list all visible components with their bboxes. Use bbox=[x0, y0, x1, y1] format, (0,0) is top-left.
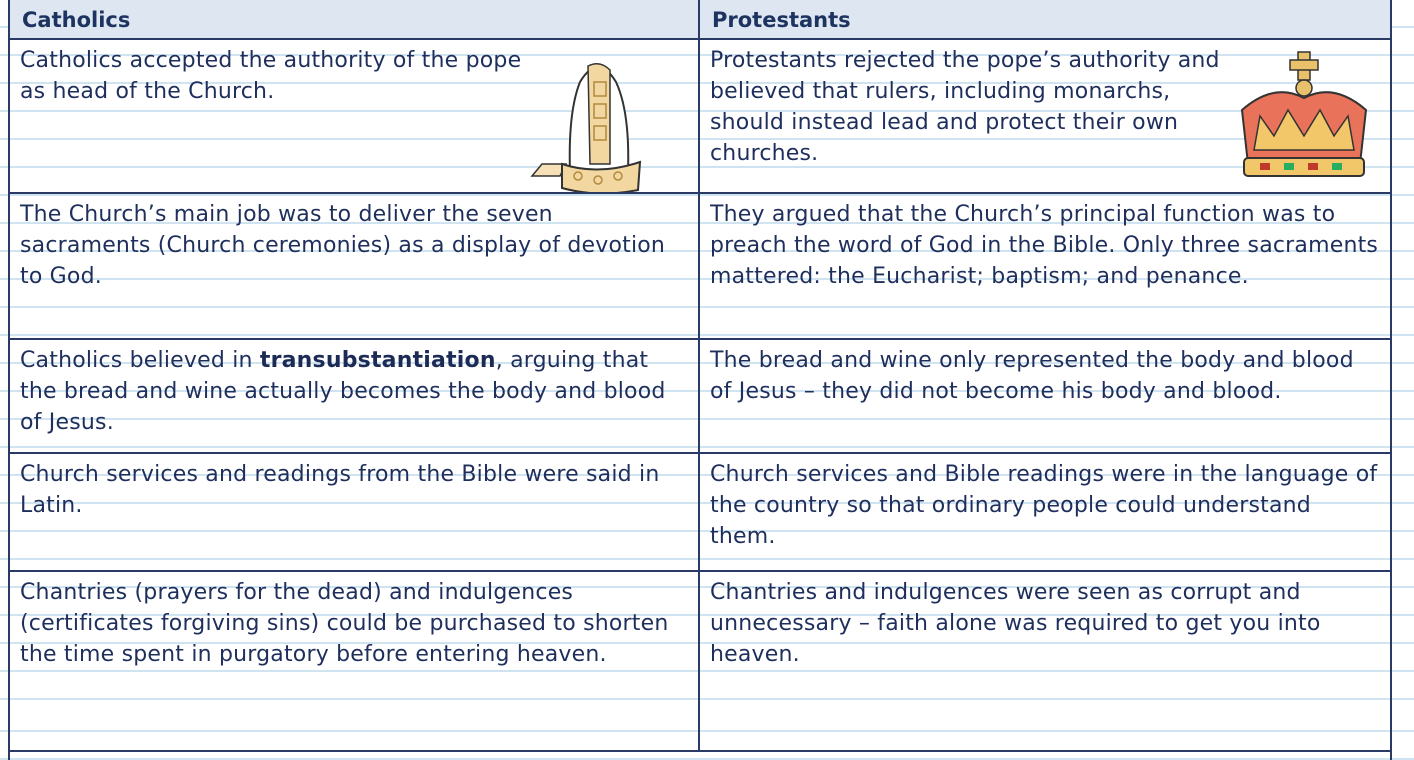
table-row bbox=[10, 572, 1390, 752]
table-row bbox=[10, 454, 1390, 572]
comparison-table bbox=[8, 0, 1392, 760]
catholic-cell bbox=[10, 340, 700, 452]
catholic-text: Chantries (prayers for the dead) and indulgences (certificates forgiving sins) could be purchased to shorten the time spent in purgatory before entering heaven. bbox=[20, 580, 669, 667]
catholic-text bbox=[20, 345, 688, 438]
catholic-text-before: Catholics believed in bbox=[20, 348, 260, 373]
protestant-text: Chantries and indulgences were seen as corrupt and unnecessary – faith alone was required to get you into heaven. bbox=[710, 580, 1321, 667]
protestant-cell bbox=[700, 40, 1390, 192]
table-row bbox=[10, 194, 1390, 340]
protestant-cell bbox=[700, 194, 1390, 338]
header-protestants: Protestants bbox=[712, 8, 851, 32]
protestant-text: Church services and Bible readings were in the language of the country so that ordinary people could understand them. bbox=[710, 462, 1378, 549]
catholic-text: The Church’s main job was to deliver the seven sacraments (Church ceremonies) as a display of devotion to God. bbox=[20, 202, 666, 289]
table-header-row bbox=[10, 0, 1390, 40]
protestant-text: They argued that the Church’s principal function was to preach the word of God in the Bible. Only three sacraments mattered: the Eucharist; baptism; and penance. bbox=[710, 202, 1379, 289]
catholic-text: Catholics accepted the authority of the pope as head of the Church. bbox=[20, 48, 522, 104]
crown-icon bbox=[1234, 46, 1374, 186]
protestant-cell bbox=[700, 572, 1390, 750]
catholic-text: Church services and readings from the Bible were said in Latin. bbox=[20, 462, 660, 518]
catholic-text-after: , arguing that the bread and wine actually becomes the body and blood of Jesus. bbox=[20, 348, 666, 435]
keyword-transubstantiation: transubstantiation bbox=[259, 348, 496, 373]
protestant-text: The bread and wine only represented the body and blood of Jesus – they did not become his body and blood. bbox=[710, 348, 1354, 404]
protestant-cell bbox=[700, 454, 1390, 570]
catholic-cell bbox=[10, 454, 700, 570]
table-row bbox=[10, 340, 1390, 454]
catholic-cell bbox=[10, 194, 700, 338]
mitre-icon bbox=[520, 52, 660, 192]
protestant-text: Protestants rejected the pope’s authority and believed that rulers, including monarchs, should instead lead and protect their own churches. bbox=[710, 48, 1220, 166]
catholic-cell bbox=[10, 572, 700, 750]
protestant-cell bbox=[700, 340, 1390, 452]
table-row bbox=[10, 40, 1390, 194]
catholic-cell bbox=[10, 40, 700, 192]
header-catholics: Catholics bbox=[10, 0, 700, 38]
